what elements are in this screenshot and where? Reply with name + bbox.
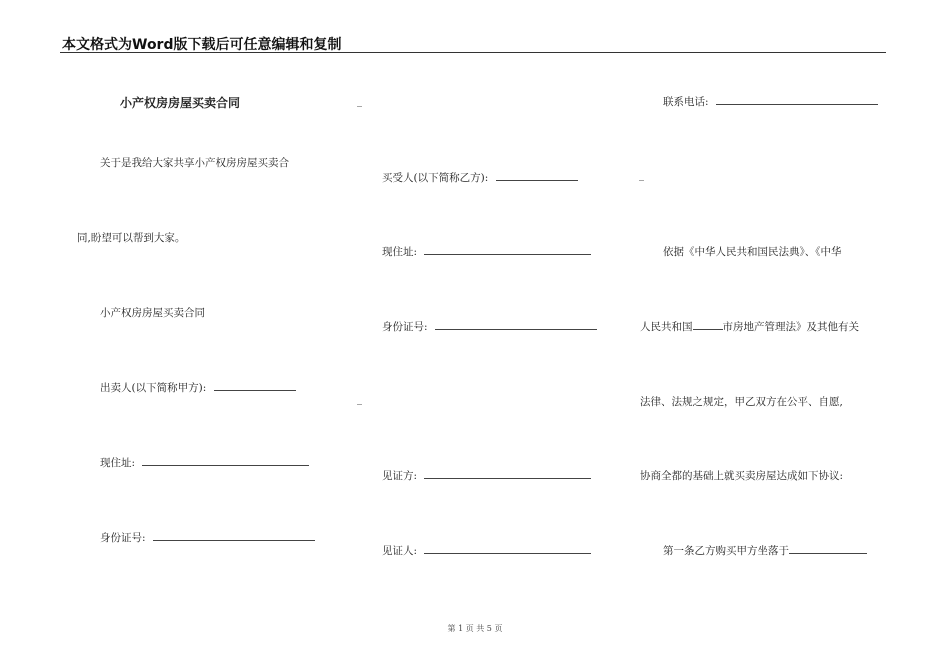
phone-label: 联系电话: <box>663 96 709 108</box>
seller-blank <box>214 380 296 391</box>
city-blank <box>693 319 723 330</box>
seller-field <box>100 380 296 395</box>
basis-line-2-end: 市房地产管理法》及其他有关 <box>722 321 859 333</box>
witness-person-label: 见证人: <box>382 545 418 557</box>
witness-side-field <box>382 468 591 483</box>
document-title: 小产权房房屋买卖合同 <box>120 96 241 110</box>
phone-field <box>663 94 878 109</box>
page-footer: 第 1 页 共 5 页 <box>447 624 503 633</box>
seller-label: 出卖人(以下简称甲方): <box>100 382 207 394</box>
witness-person-field <box>382 543 591 558</box>
witness-side-label: 见证方: <box>382 470 418 482</box>
header-divider <box>60 52 886 53</box>
seller-address-field <box>100 455 309 470</box>
buyer-address-label: 现住址: <box>382 246 418 258</box>
buyer-id-field <box>382 319 597 334</box>
basis-line-4: 协商全都的基础上就买卖房屋达成如下协议: <box>640 470 844 482</box>
seller-address-label: 现住址: <box>100 457 136 469</box>
dash-mark: _ <box>357 394 362 405</box>
basis-line-2 <box>640 319 859 334</box>
contract-title: 小产权房房屋买卖合同 <box>100 307 205 319</box>
intro-line-2: 同,盼望可以帮到大家。 <box>77 232 186 244</box>
buyer-label: 买受人(以下简称乙方): <box>382 172 489 184</box>
document-banner: 本文格式为Word版下载后可任意编辑和复制 <box>62 37 342 53</box>
location-blank <box>789 543 867 554</box>
buyer-address-field <box>382 244 591 259</box>
article-1 <box>663 543 867 558</box>
seller-id-blank <box>153 530 315 541</box>
buyer-id-blank <box>435 319 597 330</box>
article-1-text: 第一条乙方购买甲方坐落于 <box>663 545 789 557</box>
seller-id-label: 身份证号: <box>100 532 146 544</box>
buyer-address-blank <box>424 244 591 255</box>
phone-blank <box>716 94 878 105</box>
basis-line-2-start: 人民共和国 <box>640 321 693 333</box>
dash-mark: _ <box>357 96 362 107</box>
dash-mark: _ <box>639 170 644 181</box>
intro-line-1: 关于是我给大家共享小产权房房屋买卖合 <box>100 157 289 169</box>
seller-address-blank <box>142 455 309 466</box>
buyer-field <box>382 170 578 185</box>
buyer-id-label: 身份证号: <box>382 321 428 333</box>
basis-line-1: 依据《中华人民共和国民法典》、《中华 <box>663 246 842 258</box>
witness-person-blank <box>424 543 591 554</box>
basis-line-3: 法律、法规之规定，甲乙双方在公平、自愿, <box>640 396 843 408</box>
buyer-blank <box>496 170 578 181</box>
seller-id-field <box>100 530 315 545</box>
witness-side-blank <box>424 468 591 479</box>
